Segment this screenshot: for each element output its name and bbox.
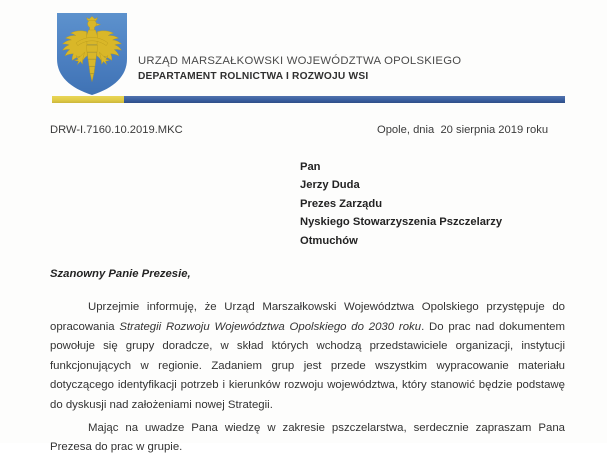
header-divider-rule <box>52 96 565 103</box>
organization-block <box>138 54 558 84</box>
place-and-date: Opole, dnia 20 sierpnia 2019 roku <box>377 124 549 136</box>
divider-blue-segment <box>124 96 565 103</box>
paragraph-1-text-before-title: Uprzejmie informuję, że Urząd Marszałkowski Województwa Opolskiego przystępuje do opracowania <box>50 301 565 333</box>
letterhead <box>0 0 607 112</box>
divider-gold-segment <box>52 96 124 103</box>
body-paragraph-1 <box>50 298 565 416</box>
addressee-line: Jerzy Duda <box>300 179 360 192</box>
letter-body <box>50 266 565 458</box>
department-name: DEPARTAMENT ROLNICTWA I ROZWOJU WSI <box>138 71 369 82</box>
addressee-line: Pan <box>300 161 321 173</box>
addressee-line: Nyskiego Stowarzyszenia Pszczelarzy <box>300 216 503 229</box>
coat-of-arms-icon <box>56 12 128 96</box>
document-meta-row <box>50 124 565 140</box>
addressee-block <box>300 158 590 250</box>
addressee-line: Prezes Zarządu <box>300 197 383 210</box>
strategy-document-title: Strategii Rozwoju Województwa Opolskiego do 2030 roku <box>119 320 422 333</box>
organization-name: URZĄD MARSZAŁKOWSKI WOJEWÓDZTWA OPOLSKIEGO <box>138 55 462 67</box>
reference-number: DRW-I.7160.10.2019.MKC <box>50 124 183 136</box>
salutation: Szanowny Panie Prezesie, <box>50 268 191 280</box>
paragraph-1-text-after-title: . Do prac nad dokumentem powołuje się grupy doradcze, w skład których wchodzą przedstawiciele organizacji, instytucji funkcjonujących w regionie. Zadaniem grup jest przede wszystkim wypracowanie materiału dotyczącego identyfikacji potrzeb i kierunków rozwoju województwa, który stanowić będzie podstawę do dyskusji nad założeniami nowej Strategii. <box>50 320 565 411</box>
body-paragraph-2: Mając na uwadze Pana wiedzę w zakresie pszczelarstwa, serdecznie zapraszam Pana Prezesa do prac w grupie. <box>50 421 565 454</box>
addressee-line: Otmuchów <box>300 234 358 247</box>
